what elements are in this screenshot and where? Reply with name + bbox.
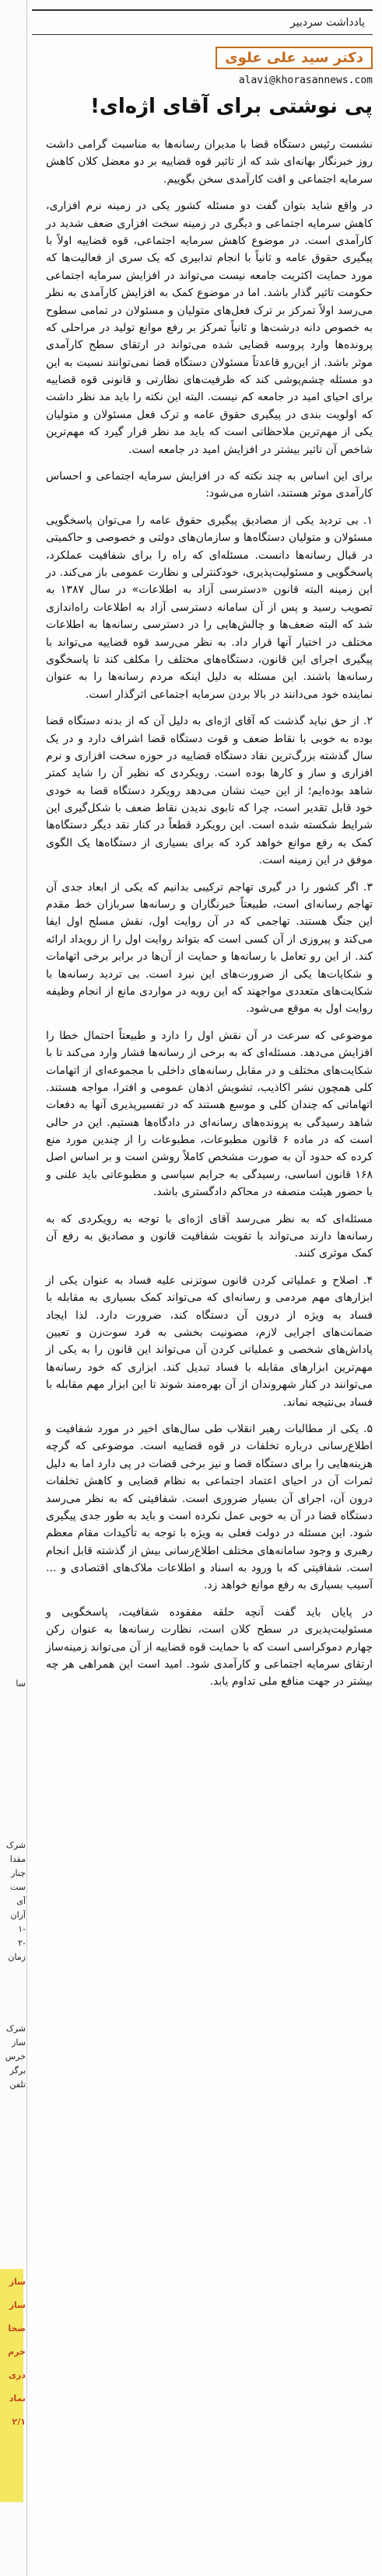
author-email[interactable]: alavi@khorasannews.com (238, 75, 373, 86)
neighbor-fragment: ست (9, 1882, 26, 1892)
paragraph: مسئله‌ای که به نظر می‌رسد آقای اژه‌ای با توجه به رویکردی که به رسانه‌ها دارند می‌تواند با تقویت شفافیت قانون و مصادیق به رفع آن کمک موثری کنند. (46, 1212, 373, 1260)
paragraph: ۴. اصلاح و عملیاتی کردن قانون سوتزنی علیه فساد به عنوان یکی از ابزارهای مهم مردمی و رسانه‌ای که می‌تواند کمک بسیاری به مقابله با فساد به ویژه از درون آن دستگاه کند، ضرورت دارد. لذا ایجاد ضمانت‌های اجرایی لازم، مصونیت بخشی به فرد سوت‌زن و تعیین پاداش‌های شخصی و عملیاتی کردن آن می‌تواند این قانون را به یکی از مهم‌ترین ابزارهای مقابله با فساد تبدیل کند. ابزاری که خود رسانه‌ها می‌توانند در کنار شهروندان از آن بهره‌مند شوند تا این ابزار مهم مقابله با فساد بی‌نتیجه نماند. (46, 1274, 373, 1409)
neighbor-fragment: ۲/۱ (12, 2417, 26, 2427)
paragraph: موضوعی که سرعت در آن نقش اول را دارد و طبیعتاً احتمال خطا را افزایش می‌دهد. مسئله‌ای که به برخی از رسانه‌ها فشار وارد می‌کند تا با شکایت‌های مختلف و در مقابل رسانه‌های داخلی با مجموعه‌ای از اتهامات کلی همچون نشر اکاذیب، تشویش اذهان عمومی و افترا، مواجه هستند. اتهاماتی که چندان کلی و موسع هستند که در تفسیرپذیری آنها به دفعات شاهد رسیدگی به پرونده‌های رسانه‌ای در دادگاه‌ها هستیم. این در حالی است که در ماده ۶ قانون مطبوعات، مطبوعات را از چندین مورد منع کرده که حدود آن به صورت مشخص کاملاً روشن است و بر اساس اصل ۱۶۸ قانون اساسی، رسیدگی به جرایم سیاسی و مطبوعاتی باید علنی و با حضور هیئت منصفه در محاکم دادگستری باشد. (46, 1029, 373, 1199)
paragraph: نشست رئیس دستگاه قضا با مدیران رسانه‌ها به مناسبت گرامی داشت روز خبرنگار بهانه‌ای شد که از تاثیر قوه قضاییه بر دو معضل کلان کاهش سرمایه اجتماعی و افت کارآمدی سخن بگوییم. (46, 138, 373, 186)
neighbor-fragment: برگز (9, 2065, 26, 2076)
paragraph: در واقع شاید بتوان گفت دو مسئله کشور یکی در زمینه نرم افزاری، کاهش سرمایه اجتماعی و دیگری در زمینه سخت افزاری ضعف شدید در کارآمدی است. در موضوع کاهش سرمایه اجتماعی، قوه قضاییه اولاً با پیگیری حقوق عامه و ثانیاً با انجام تدابیری که یک سری از فعالیت‌ها که مورد حمایت اکثریت جامعه نیست می‌تواند در افزایش سرمایه اجتماعی حکومت تاثیر گذار باشد. اما در موضوع کمک به افزایش کارآمدی به نظر می‌رسد اولاً تمرکز بر ترک فعل‌های متولیان و مسئولان در تمامی سطوح به خصوص دانه درشت‌ها و ثانیاً تمرکز بر رفع موانع تولید در مراحلی که پرونده‌ها وارد پروسه قضایی شده می‌تواند در ارتقای سطح کارآمدی موثر باشد. از این‌رو قاعدتاً مسئولان دستگاه قضا نمی‌توانند نسبت به این دو مسئله چشم‌پوشی کند که ظرفیت‌های نظارتی و قانونی قوه قضاییه برای احیای امید در جامعه کم نیست. البته این نکته را باید مد نظر داشت که اولویت بندی در پیگیری حقوق عامه و ترک فعل مسئولان و متولیان یکی از مهم‌ترین ملاحظاتی است که باید مد نظر قرار گیرد که مهم‌ترین شاخص آن تاثیر بیشتر در افزایش امید در جامعه است. (46, 200, 373, 456)
neighbor-fragment: ساز (9, 2300, 26, 2310)
neighbor-fragment: شرک (5, 1840, 26, 1850)
paragraph: برای این اساس به چند نکته که در افزایش سرمایه اجتماعی و احساس کارآمدی موثر هستند، اشاره می‌شود: (46, 470, 373, 500)
neighbor-fragment: دری (8, 2370, 26, 2380)
neighbor-fragment: -۱ (18, 1924, 26, 1934)
neighbor-fragment: چنار (11, 1868, 26, 1878)
neighbor-fragment: آی (16, 1896, 26, 1906)
neighbor-fragment: ساز (12, 2037, 26, 2048)
main-article-column (30, 0, 382, 2576)
paragraph: ۵. یکی از مطالبات رهبر انقلاب طی سال‌های اخیر در مورد شفافیت و اطلاع‌رسانی درباره تخلفات در قوه قضاییه است. موضوعی که گرچه هزینه‌هایی را برای دستگاه قضا و نیز برخی قضات در پی دارد اما به دلیل ثمرات آن در احیای اعتماد اجتماعی به نظام قضایی و کاهش تخلفات درون آن، اجرای آن بسیار ضروری است. شفافیتی که به نظر می‌رسد دستگاه قضا در آن به خوبی عمل نکرده است و باید به طور جدی پیگیری شود. این مسئله در دولت فعلی به ویژه با توجه به تأکیدات مقام معظم رهبری و وجود سامانه‌های مختلف اطلاع‌رسانی بیش از گذشته قابل انجام است. شفافیتی که با ورود به اسناد و اطلاعات ملاک‌های اقتصادی و ... آسیب بسیاری به رفع موانع خواهد زد. (46, 1422, 373, 1592)
neighbor-fragment: ساز (9, 2277, 26, 2287)
author-block (30, 47, 373, 93)
headline: پی نوشتی برای آقای اژه‌ای! (90, 95, 373, 118)
neighbor-fragment: تلفن (9, 2079, 26, 2090)
paragraph: ۲. از حق نباید گذشت که آقای اژه‌ای به دلیل آن که از بدنه دستگاه قضا بوده به خوبی با نقاط ضعف و قوت دستگاه قضا اشراف دارد و در یک سال گذشته بزرگ‌ترین نقاد دستگاه قضاییه در حوزه سخت افزاری و نرم افزاری و ساز و کارها بوده است. رویکردی که نظیر آن را شاید کمتر شاهد بوده‌ایم؛ از این حیث نشان می‌دهد رویکرد دستگاه قضا به خودی خود قابل تقدیر است، چرا که تابوی ندیدن نقاط ضعف با شکل‌گیری این شرایط شکسته شده است. این رویکرد قطعاً در کنار نقد دیگر دستگاه‌ها کمک به رفع موانع خواهد کرد که برای بسیاری از دستگاه‌ها یک الگوی موفق در این زمینه است. (46, 715, 373, 867)
neighbor-fragment: زمان (8, 1952, 26, 1962)
neighbor-fragment: سا (16, 1678, 26, 1689)
neighbor-fragment: خرس (5, 2051, 26, 2062)
neighbor-fragment: شرک (5, 2024, 26, 2034)
neighbor-fragment: مقدا (9, 1854, 26, 1864)
section-label: یادداشت سردبیر (32, 9, 373, 35)
neighbor-fragment: ضخا (8, 2323, 26, 2334)
neighbor-fragment: -۲ (18, 1938, 26, 1948)
paragraph: ۳. اگر کشور را در گیری تهاجم ترکیبی بدانیم که یکی از ابعاد جدی آن تهاجم رسانه‌ای است، طبیعتاً خبرنگاران و رسانه‌ها سربازان خط مقدم این جنگ هستند. تهاجمی که در آن روایت اول، نقش مسلح اول ایفا می‌کند و پیروزی از آن کسی است که بتواند روایت اول را از رویداد ارائه کند. از این رو تعامل با رسانه‌ها و حمایت از آن‌ها در برابر برخی اتهامات و شکایات‌ها یکی از ضرورت‌های این نبرد است. بی تردید رسانه‌ها با شکایت‌های متعددی مواجهند که این رویه در مواردی مانع از انجام وظیفه روایت اول به موقع می‌شود. (46, 880, 373, 1016)
neighbor-fragment: آران (10, 1910, 26, 1920)
article-body (46, 136, 373, 1700)
neighbor-fragment: خرم (8, 2347, 26, 2357)
paragraph: در پایان باید گفت آنچه حلقه مفقوده شفافیت، پاسخگویی و مسئولیت‌پذیری در سطح کلان است، نظارت رسانه‌ها به عنوان رکن چهارم دموکراسی است که با حمایت قوه قضاییه از آن می‌تواند زمینه‌ساز ارتقای سرمایه اجتماعی و کارآمدی شود. امید است این همراهی هر چه بیشتر در جهت منافع ملی تداوم یابد. (46, 1605, 373, 1689)
paragraph: ۱. بی تردید یکی از مصادیق پیگیری حقوق عامه را می‌توان پاسخگویی مسئولان و متولیان دستگاه‌ها و سازمان‌های دولتی و خصوصی و حاکمیتی در قبال رسانه‌ها دانست. مسئله‌ای که راه را برای شفافیت عملکرد، پاسخگویی و مسئولیت‌پذیری، خودکنترلی و نظارت عمومی باز می‌کند. در این زمینه البته قانون «دسترسی آزاد به اطلاعات» در سال ۱۳۸۷ به تصویب رسید و پس از آن سامانه دسترسی آزاد به اطلاعات راه‌اندازی شد که البته ضعف‌ها و چالش‌هایی را در دسترسی رسانه‌ها به اطلاعات مختلف در اختیار آنها قرار داد. به نظر می‌رسد قوه قضاییه می‌تواند با پیگیری اجرای این قانون، دستگاه‌های مختلف را مکلف کند تا پاسخگوی رسانه‌ها باشند. این مسئله به دلیل اینکه مردم رسانه‌ها را به عنوان نماینده خود می‌دانند در بالا بردن سرمایه اجتماعی اثرگذار است. (46, 514, 373, 701)
neighbor-fragment: نماد (9, 2393, 26, 2403)
left-neighbor-column (0, 0, 27, 2576)
author-name: دکتر سید علی علوی (216, 47, 373, 69)
